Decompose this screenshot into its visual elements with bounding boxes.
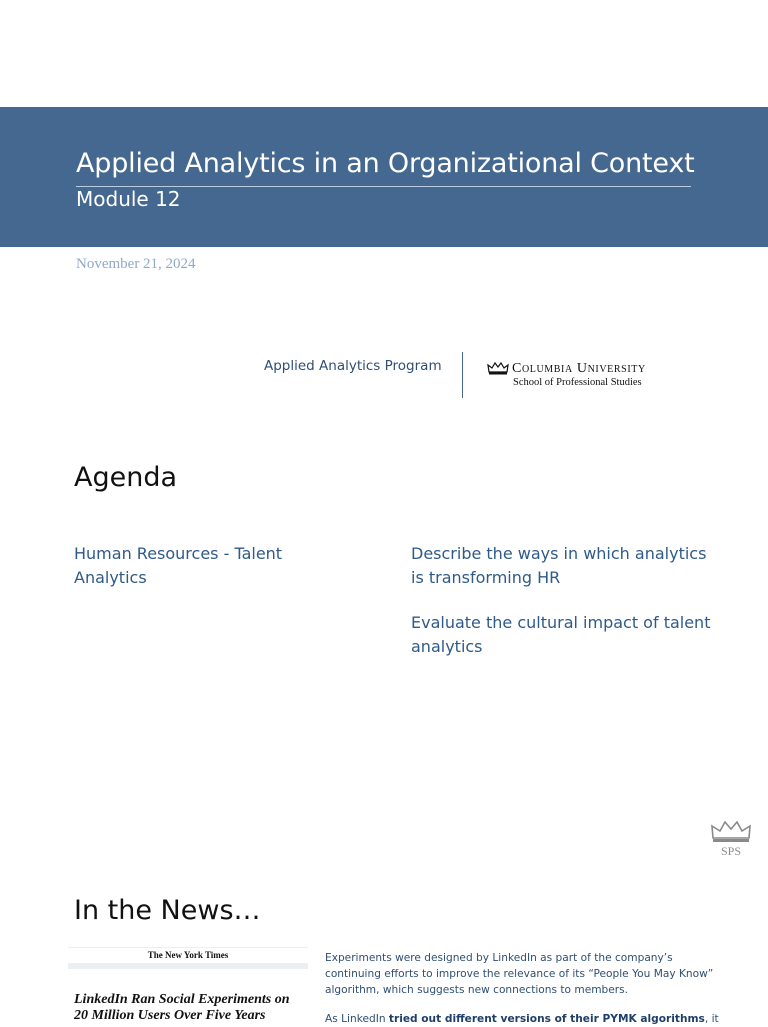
sps-logo bbox=[710, 818, 752, 863]
newspaper-masthead: The New York Times bbox=[147, 950, 229, 960]
sps-crown-icon bbox=[710, 818, 752, 858]
news-summary: Experiments were designed by LinkedIn as part of the company’s continuing efforts to improve the relevance of its “People You May Know” algorithm, which suggests new connections to members. bbox=[325, 952, 714, 996]
crown-icon bbox=[487, 361, 509, 375]
agenda-heading: Agenda bbox=[74, 462, 178, 493]
news-heading: In the News… bbox=[74, 895, 261, 926]
news-headline: LinkedIn Ran Social Experiments on 20 Million Users Over Five Years bbox=[74, 992, 290, 1023]
news-detail bbox=[325, 1011, 725, 1027]
page-subtitle: Module 12 bbox=[76, 187, 181, 211]
presentation-date: November 21, 2024 bbox=[76, 256, 196, 272]
page-title: Applied Analytics in an Organizational Context bbox=[76, 148, 695, 179]
logo-divider bbox=[462, 352, 463, 398]
news-detail-bold: tried out different versions of their PYMK algorithms bbox=[388, 1013, 705, 1025]
school-name: School of Professional Studies bbox=[513, 377, 642, 388]
program-name: Applied Analytics Program bbox=[264, 358, 442, 374]
clipping-bar bbox=[68, 963, 308, 969]
news-detail-prefix: As LinkedIn bbox=[325, 1013, 389, 1025]
agenda-objective: Describe the ways in which analytics is transforming HR bbox=[411, 544, 707, 587]
sps-text: SPS bbox=[720, 844, 742, 858]
agenda-objective: Evaluate the cultural impact of talent analytics bbox=[411, 613, 711, 656]
news-detail-suffix: , it bbox=[704, 1013, 719, 1025]
university-name: Columbia University bbox=[512, 361, 646, 376]
news-clipping bbox=[68, 947, 308, 1025]
agenda-topic: Human Resources - Talent Analytics bbox=[74, 544, 283, 587]
